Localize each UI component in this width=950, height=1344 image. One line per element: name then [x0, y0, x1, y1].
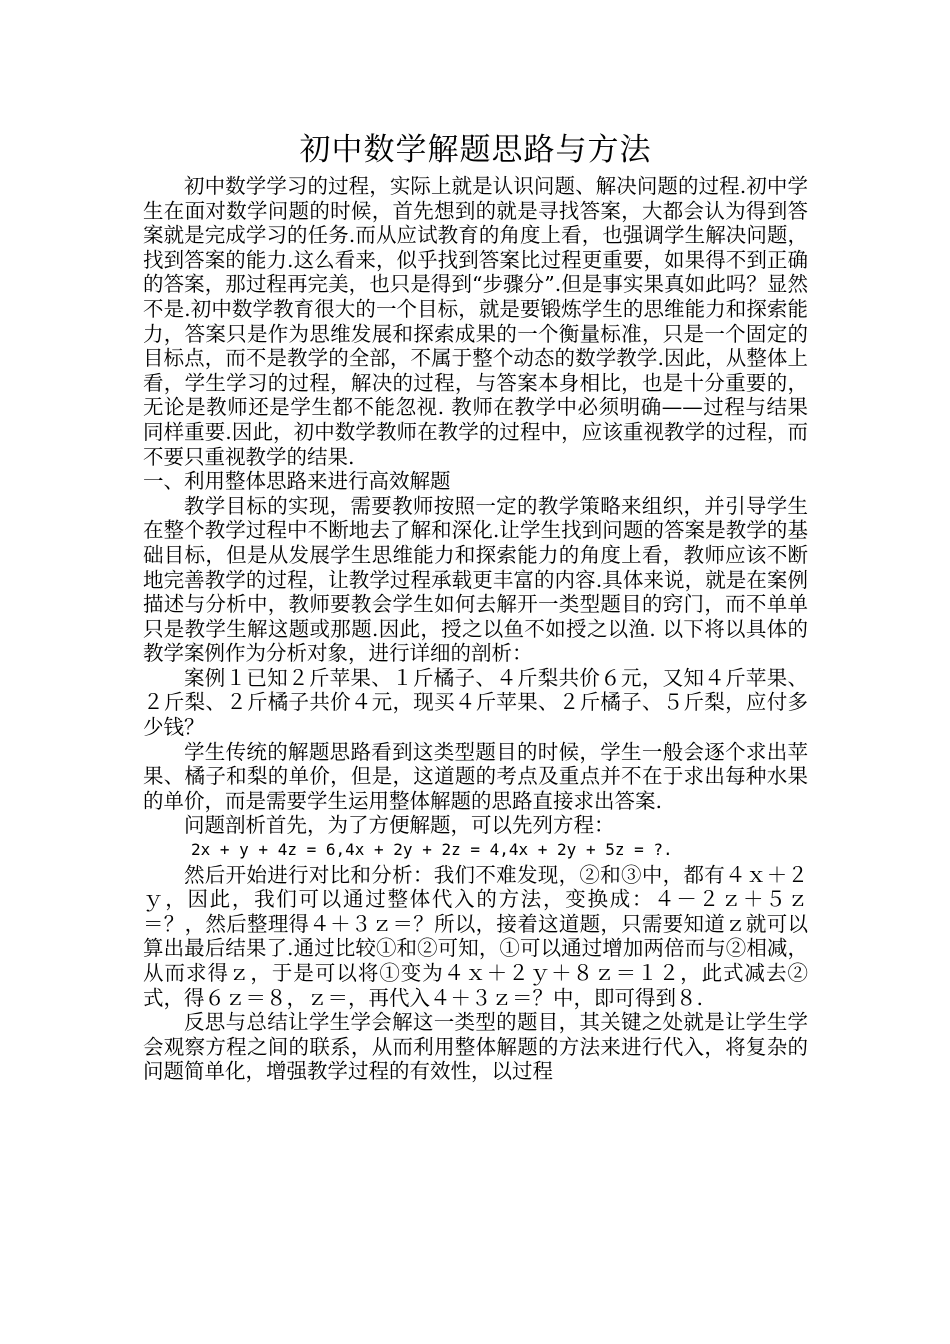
section-paragraph: 教学目标的实现，需要教师按照一定的教学策略来组织，并引导学生在整个教学过程中不断地去了解和深化.让学生找到问题的答案是教学的基础目标，但是从发展学生思维能力和探索能力的角度上看，教师应该不断地完善教学的过程，让教学过程承载更丰富的内容.具体来说，就是在案例描述与分析中，教师要教会学生如何去解开一类型题目的窍门，而不单单只是教学生解这题或那题.因此，授之以鱼不如授之以渔. 以下将以具体的教学案例作为分析对象，进行详细的剖析： — [143, 493, 808, 666]
traditional-approach-paragraph: 学生传统的解题思路看到这类型题目的时候，学生一般会逐个求出苹果、橘子和梨的单价，但是，这道题的考点及重点并不在于求出每种水果的单价，而是需要学生运用整体解题的思路直接求出答案. — [143, 739, 808, 813]
analysis-paragraph: 问题剖析首先，为了方便解题，可以先列方程： — [184, 813, 615, 838]
document-page — [143, 128, 808, 1084]
case-paragraph: 案例１已知２斤苹果、１斤橘子、４斤梨共价６元，又知４斤苹果、２斤梨、２斤橘子共价４元，现买４斤苹果、２斤橘子、５斤梨，应付多少钱？ — [143, 665, 808, 740]
document-title: 初中数学解题思路与方法 — [299, 132, 652, 168]
intro-paragraph: 初中数学学习的过程，实际上就是认识问题、解决问题的过程.初中学生在面对数学问题的时候，首先想到的就是寻找答案，大都会认为得到答案就是完成学习的任务.而从应试教育的角度上看，也强调学生解决问题，找到答案的能力.这么看来，似乎找到答案比过程更重要，如果得不到正确的答案，那过程再完美，也只是得到“步骤分”.但是事实果真如此吗？显然不是.初中数学教育很大的一个目标，就是要锻炼学生的思维能力和探索能力，答案只是作为思维发展和探索成果的一个衡量标准，只是一个固定的目标点，而不是教学的全部，不属于整个动态的数学教学.因此，从整体上看，学生学习的过程，解决的过程，与答案本身相比，也是十分重要的，无论是教师还是学生都不能忽视. 教师在教学中必须明确——过程与结果同样重要.因此，初中数学教师在教学的过程中，应该重视教学的过程，而不要只重视教学的结果. — [143, 174, 808, 469]
equation-line: 2x + y + 4z = 6,4x + 2y + 2z = 4,4x + 2y + 5z = ?. — [191, 840, 673, 860]
comparison-paragraph: 然后开始进行对比和分析：我们不难发现，②和③中，都有４ｘ＋２ｙ，因此，我们可以通过整体代入的方法，变换成：４－２ｚ＋５ｚ＝？，然后整理得４＋３ｚ＝？所以，接着这道题，只需要知道ｚ就可以算出最后结果了.通过比较①和②可知，①可以通过增加两倍而与②相减，从而求得ｚ，于是可以将①变为４ｘ＋２ｙ＋８ｚ＝１２，此式减去②式，得６ｚ＝８，ｚ＝，再代入４＋３ｚ＝？中，即可得到８. — [143, 862, 808, 1010]
section-heading: 一、利用整体思路来进行高效解题 — [143, 469, 451, 494]
reflection-paragraph: 反思与总结让学生学会解这一类型的题目，其关键之处就是让学生学会观察方程之间的联系，从而利用整体解题的方法来进行代入，将复杂的问题简单化，增强教学过程的有效性，以过程 — [143, 1010, 808, 1084]
